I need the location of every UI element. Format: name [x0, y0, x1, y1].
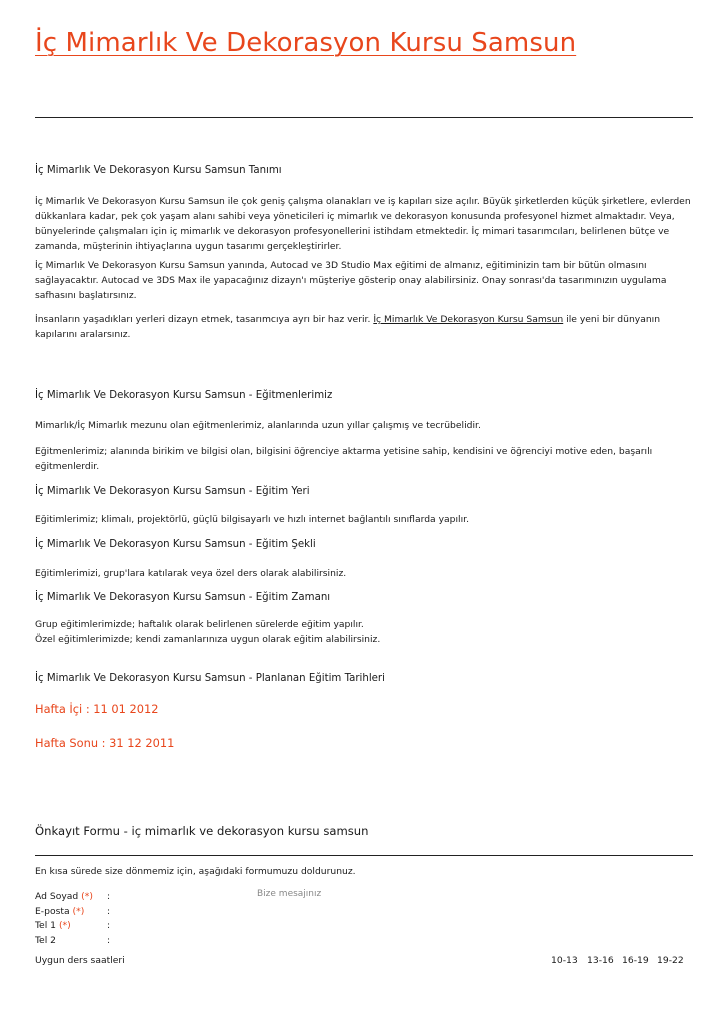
sekil-paragraph: Eğitimlerimizi, grup'lara katılarak veya özel ders olarak alabilirsiniz. [35, 568, 347, 579]
hours-label: Uygun ders saatleri [35, 955, 125, 966]
required-marker: (*) [58, 920, 71, 931]
egitmenler-paragraph-1: Mimarlık/İç Mimarlık mezunu olan eğitmenlerimiz, alanlarında uzun yıllar çalışmış ve tecrübelidir. [35, 420, 481, 431]
page-title[interactable]: İç Mimarlık Ve Dekorasyon Kursu Samsun [35, 28, 577, 58]
message-placeholder[interactable]: Bize mesajınız [257, 889, 322, 899]
tanim-paragraph-3-start: İnsanların yaşadıkları yerleri dizayn etmek, tasarımcıya ayrı bir haz verir. [35, 314, 374, 325]
tarihler-heading: İç Mimarlık Ve Dekorasyon Kursu Samsun - Planlanan Eğitim Tarihleri [35, 673, 385, 684]
tanim-heading: İç Mimarlık Ve Dekorasyon Kursu Samsun Tanımı [35, 165, 282, 176]
required-marker: (*) [81, 891, 93, 902]
email-colon: : [107, 906, 111, 917]
hours-option-13-16[interactable]: 13-16 [587, 955, 614, 966]
zaman-paragraph-2: Özel eğitimlerimizde; kendi zamanlarınıza uygun olarak eğitim alabilirsiniz. [35, 634, 381, 645]
tanim-paragraph-1: İç Mimarlık Ve Dekorasyon Kursu Samsun ile çok geniş çalışma olanakları ve iş kapıları size açılır. Büyük şirketlerden küçük şirketlere, evlerden dükkanlara kadar, pek çok yaşam alanı sahibi veya yöneticileri iç mimarlık ve dekorasyon konusunda profesyonel hizmet almaktadır. Veya, bünyelerinde çalışmaları için iç mimarlık ve dekorasyon profesyonellerini istihdam etmektedir. İç mimari tasarımcıları, belirlenen bütçe ve zamanda, müşterinin ihtiyaçlarına uygun tasarımı gerçekleştirirler. [35, 196, 691, 252]
tel2-label: Tel 2 [35, 935, 57, 946]
tel1-colon: : [107, 920, 111, 931]
zaman-heading: İç Mimarlık Ve Dekorasyon Kursu Samsun - Eğitim Zamanı [35, 592, 331, 603]
form-intro: En kısa sürede size dönmemiz için, aşağıdaki formumuzu doldurunuz. [35, 866, 356, 877]
course-link[interactable]: İç Mimarlık Ve Dekorasyon Kursu Samsun [373, 314, 564, 325]
hours-option-19-22[interactable]: 19-22 [657, 955, 684, 966]
form-divider [35, 855, 693, 856]
egitmenler-heading: İç Mimarlık Ve Dekorasyon Kursu Samsun - Eğitmenlerimiz [35, 390, 333, 401]
egitmenler-paragraph-2: Eğitmenlerimiz; alanında birikim ve bilgisi olan, bilgisini öğrenciye aktarma yetisine sahip, kendisini ve öğrenciyi motive eden, başarılı eğitmenlerdir. [35, 446, 653, 472]
name-colon: : [107, 891, 111, 902]
yer-heading: İç Mimarlık Ve Dekorasyon Kursu Samsun - Eğitim Yeri [35, 486, 310, 497]
tel2-colon: : [107, 935, 111, 946]
yer-paragraph: Eğitimlerimiz; klimalı, projektörlü, güçlü bilgisayarlı ve hızlı internet bağlantılı sınıflarda yapılır. [35, 514, 469, 525]
hours-option-10-13[interactable]: 10-13 [551, 955, 578, 966]
tanim-paragraph-3 [35, 312, 693, 342]
name-label: Ad Soyad (*) [35, 891, 93, 902]
tanim-paragraph-2: İç Mimarlık Ve Dekorasyon Kursu Samsun yanında, Autocad ve 3D Studio Max eğitimi de almanız, eğitiminizin tam bir bütün olmasını sağlayacaktır. Autocad ve 3DS Max ile yapacağınız dizayn'ı müşteriye gösterip onay alabilirsiniz. Onay sonrası'da tasarımınızın uygulama safhasını başlatırsınız. [35, 260, 667, 301]
required-marker: (*) [72, 906, 85, 917]
zaman-paragraph-1: Grup eğitimlerimizde; haftalık olarak belirlenen sürelerde eğitim yapılır. [35, 619, 364, 630]
title-divider [35, 117, 693, 118]
hafta-ici-date: Hafta İçi : 11 01 2012 [35, 702, 159, 716]
form-title: Önkayıt Formu - iç mimarlık ve dekorasyon kursu samsun [35, 824, 369, 838]
hours-option-16-19[interactable]: 16-19 [622, 955, 649, 966]
tel1-label: Tel 1 (*) [35, 920, 71, 931]
email-label: E-posta (*) [35, 906, 85, 917]
tanim-paragraph-3-end: ile yeni bir dünyanın kapılarını aralarsınız. [35, 314, 661, 340]
sekil-heading: İç Mimarlık Ve Dekorasyon Kursu Samsun - Eğitim Şekli [35, 539, 316, 550]
hafta-sonu-date: Hafta Sonu : 31 12 2011 [35, 736, 175, 750]
